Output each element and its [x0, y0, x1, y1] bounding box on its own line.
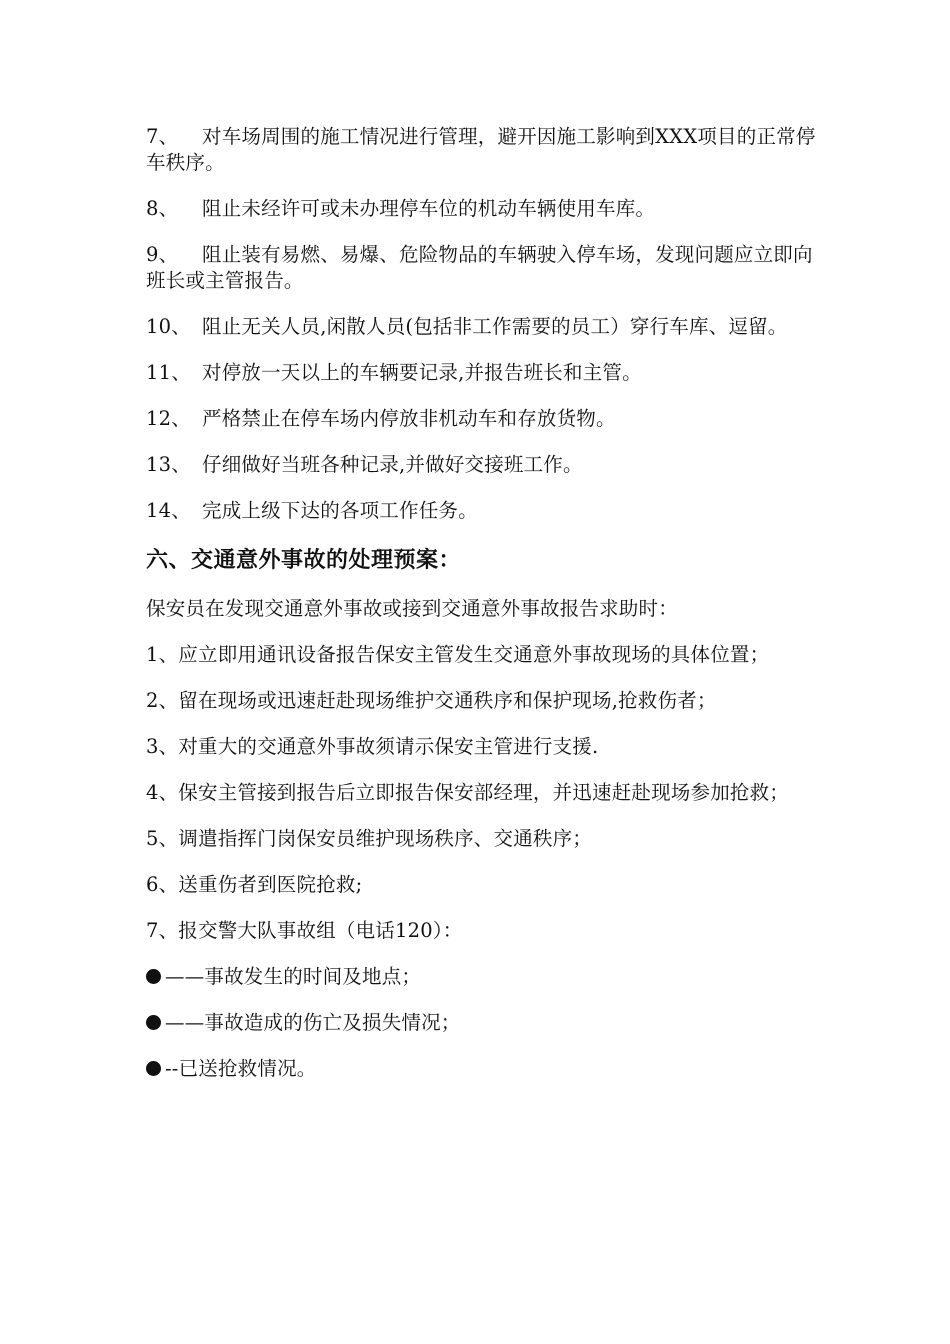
duty-number: 9、: [146, 243, 179, 266]
procedure-step-7: 7、报交警大队事故组（电话120）：: [146, 919, 463, 942]
duty-item-8: [146, 196, 816, 222]
duty-number: 8、: [146, 197, 179, 220]
bullet-dot-icon: [146, 1061, 161, 1076]
procedure-step-6: 6、送重伤者到医院抢救;: [146, 873, 363, 896]
bullet-dot-icon: [146, 1015, 161, 1030]
bullet-text: ——事故造成的伤亡及损失情况；: [165, 1011, 461, 1034]
duty-item-12: [146, 406, 816, 432]
duty-text: 阻止未经许可或未办理停车位的机动车辆使用车库。: [202, 197, 656, 220]
procedure-step-5: 5、调遣指挥门岗保安员维护现场秩序、交通秩序；: [146, 827, 593, 850]
procedure-step-3: 3、对重大的交通意外事故须请示保安主管进行支援.: [146, 735, 599, 758]
duty-text: 完成上级下达的各项工作任务。: [202, 499, 478, 522]
bullet-text: ——事故发生的时间及地点；: [165, 965, 422, 988]
duty-item-9: [146, 242, 816, 294]
duty-item-13: [146, 452, 816, 478]
procedure-step-2: 2、留在现场或迅速赶赴现场维护交通秩序和保护现场,抢救伤者；: [146, 689, 717, 712]
report-bullet-3: [146, 1056, 816, 1082]
report-bullet-2: [146, 1010, 816, 1036]
duty-item-7: [146, 124, 816, 176]
section-heading: 六、交通意外事故的处理预案：: [146, 547, 462, 573]
duty-text: 仔细做好当班各种记录,并做好交接班工作。: [202, 453, 583, 476]
duty-text: 阻止装有易燃、易爆、危险物品的车辆驶入停车场，发现问题应立即向班长或主管报告。: [146, 243, 813, 292]
report-bullet-1: [146, 964, 816, 990]
duty-number: 12、: [146, 407, 191, 430]
bullet-dot-icon: [146, 969, 161, 984]
duty-text: 对车场周围的施工情况进行管理，避开因施工影响到XXX项目的正常停车秩序。: [146, 125, 816, 174]
procedure-step-4: 4、保安主管接到报告后立即报告保安部经理，并迅速赶赴现场参加抢救；: [146, 781, 790, 804]
duty-number: 7、: [146, 125, 179, 148]
duty-text: 阻止无关人员,闲散人员(包括非工作需要的员工）穿行车库、逗留。: [202, 315, 788, 338]
bullet-text: --已送抢救情况。: [165, 1057, 317, 1080]
duty-number: 13、: [146, 453, 191, 476]
procedure-intro: 保安员在发现交通意外事故或接到交通意外事故报告求助时：: [146, 597, 678, 620]
document-page: [146, 124, 816, 1082]
duty-number: 10、: [146, 315, 191, 338]
procedure-step-1: 1、应立即用通讯设备报告保安主管发生交通意外事故现场的具体位置；: [146, 643, 770, 666]
duty-text: 严格禁止在停车场内停放非机动车和存放货物。: [202, 407, 616, 430]
duty-number: 14、: [146, 499, 191, 522]
duty-number: 11、: [146, 361, 191, 384]
duty-item-11: [146, 360, 816, 386]
duty-item-14: [146, 498, 816, 524]
duty-item-10: [146, 314, 816, 340]
duty-text: 对停放一天以上的车辆要记录,并报告班长和主管。: [202, 361, 642, 384]
